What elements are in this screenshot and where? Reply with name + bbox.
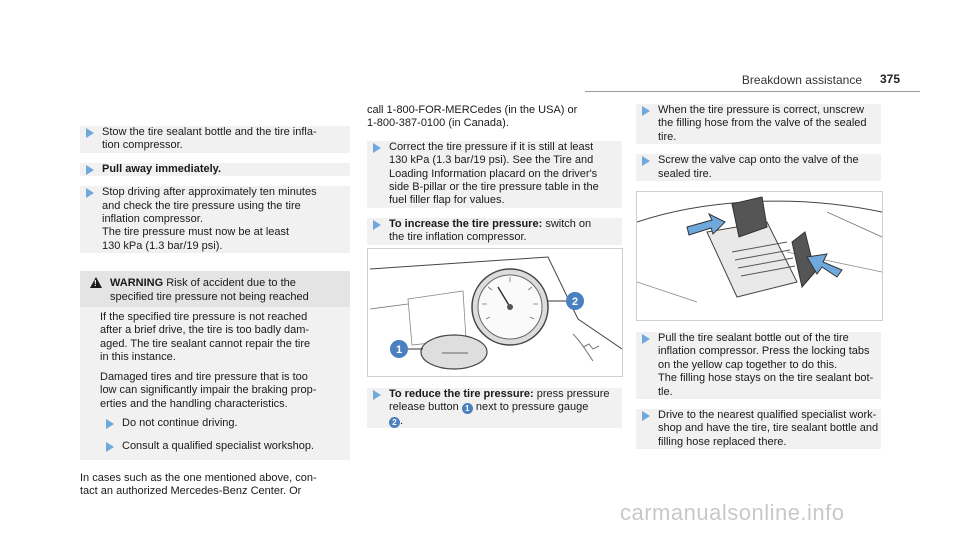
bullet-arrow-icon <box>86 128 94 138</box>
bullet-arrow-icon <box>642 411 650 421</box>
step-correct-pressure: Correct the tire pressure if it is still at least 130 kPa (1.3 bar/19 psi). See the Tire and Loading Information placard on the driver's side B-pillar or the tire pressure table in the fuel filler flap for values. <box>367 141 622 208</box>
column-1 <box>80 126 350 499</box>
callout-label-2: 2 <box>571 296 579 308</box>
step-pull-away: Pull away immediately. <box>80 163 350 176</box>
page-number: 375 <box>879 72 900 86</box>
warning-body <box>80 307 350 460</box>
column-3 <box>636 104 881 181</box>
bullet-arrow-icon <box>373 220 381 230</box>
compressor-illustration <box>368 249 622 376</box>
closing-text: In cases such as the one mentioned above, con- tact an authorized Mercedes-Benz Center. Or <box>80 471 317 498</box>
step-screw-valve-cap: Screw the valve cap onto the valve of the sealed tire. <box>636 154 881 181</box>
header-divider <box>585 91 920 92</box>
bullet-arrow-icon <box>642 334 650 344</box>
column-2-lower <box>367 388 622 428</box>
sealant-bottle-illustration <box>637 192 882 320</box>
callout-badge-2: 2 <box>389 417 400 428</box>
column-3-lower <box>636 332 881 449</box>
warning-step: Consult a qualified specialist workshop. <box>100 440 342 453</box>
warning-header: ! WARNING Risk of accident due to the specified tire pressure not being reached <box>80 271 350 307</box>
step-unscrew-hose: When the tire pressure is correct, unscrew the filling hose from the valve of the sealed tire. <box>636 104 881 144</box>
bullet-arrow-icon <box>642 156 650 166</box>
compressor-figure <box>367 248 623 377</box>
bullet-arrow-icon <box>106 442 114 452</box>
bullet-arrow-icon <box>86 188 94 198</box>
bullet-arrow-icon <box>642 106 650 116</box>
section-title: Breakdown assistance <box>741 73 862 87</box>
callout-badge-1: 1 <box>462 403 473 414</box>
warning-paragraph: If the specified tire pressure is not reached after a brief drive, the tire is too badly dam- aged. The tire sealant cannot repair the tire in this instance. <box>100 311 311 364</box>
warning-step: Do not continue driving. <box>100 417 342 430</box>
watermark: carmanualsonline.info <box>620 500 845 525</box>
step-pull-bottle: Pull the tire sealant bottle out of the tire inflation compressor. Press the locking tabs on the yellow cap together to do this. The filling hose stays on the tire sealant bot- tle. <box>636 332 881 399</box>
sealant-bottle-figure <box>636 191 883 321</box>
warning-paragraph: Damaged tires and tire pressure that is too low can significantly impair the braking prop- erties and the handling characteristics. <box>100 370 317 410</box>
bullet-arrow-icon <box>86 165 94 175</box>
warning-box <box>80 271 350 459</box>
call-text: call 1-800-FOR-MERCedes (in the USA) or 1-800-387-0100 (in Canada). <box>367 104 578 130</box>
step-increase-pressure: To increase the tire pressure: switch on the tire inflation compressor. <box>367 218 622 245</box>
step-drive-to-workshop: Drive to the nearest qualified specialist work- shop and have the tire, tire sealant bottle and filling hose replaced there. <box>636 409 881 449</box>
step-reduce-pressure: To reduce the tire pressure: press pressure release button 1 next to pressure gauge 2 . <box>367 388 622 428</box>
callout-label-1: 1 <box>395 344 403 356</box>
column-2 <box>367 104 622 245</box>
step-stow: Stow the tire sealant bottle and the tire infla- tion compressor. <box>80 126 350 153</box>
warning-label: WARNING <box>110 277 164 290</box>
step-stop-driving: Stop driving after approximately ten minutes and check the tire pressure using the tire inflation compressor. The tire pressure must now be at least 130 kPa (1.3 bar/19 psi). <box>80 186 350 253</box>
bullet-arrow-icon <box>373 143 381 153</box>
bullet-arrow-icon <box>106 419 114 429</box>
bullet-arrow-icon <box>373 390 381 400</box>
